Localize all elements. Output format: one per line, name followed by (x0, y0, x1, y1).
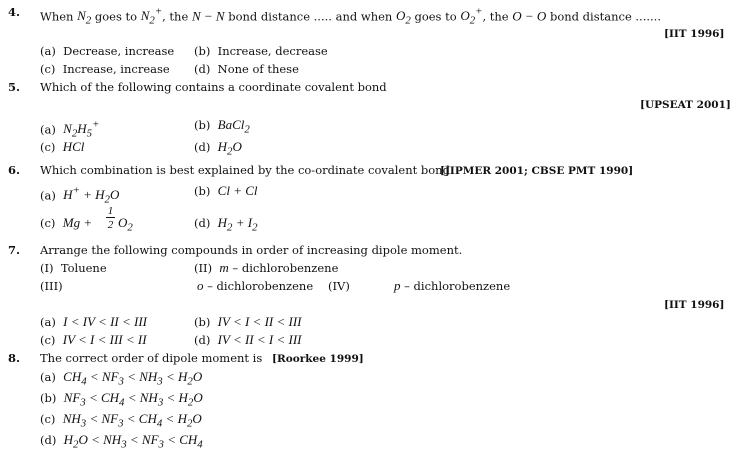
option-a: (a) $H^+ + H_2O$ (40, 185, 120, 206)
option-a: (a) $N_2H_5^+$ (40, 119, 100, 140)
question-source: [Roorkee 1999] (272, 353, 364, 365)
question-number: 7. (8, 243, 21, 257)
question-source: [IIT 1996] (664, 299, 725, 311)
compound-item: (I) Toluene (40, 261, 107, 275)
question-text: When $N_2$ goes to $N_2^+$, the N − N bond distance ..... and when $O_2$ goes to $O_2^+$, the O − O bond distance ....... (40, 6, 661, 27)
question-text: Which of the following contains a coordinate covalent bond (40, 80, 387, 94)
option-d: (d) $H_2O$ (194, 139, 242, 158)
option-a: (a) Decrease, increase (40, 44, 175, 58)
compound-label: (III) (40, 279, 63, 293)
option-a: (a) $CH_4 < NF_3 < NH_3 < H_2O$ (40, 369, 203, 388)
oxygen-formula: $O_2$ (118, 215, 133, 234)
question-text: The correct order of dipole moment is (40, 351, 263, 365)
option-b: (b) $NF_3 < CH_4 < NH_3 < H_2O$ (40, 390, 203, 409)
question-number: 6. (8, 163, 21, 177)
compound-item: o – dichlorobenzene (197, 278, 314, 293)
option-b: (b) BaCl$_2$ (194, 117, 250, 136)
question-source: [JIPMER 2001; CBSE PMT 1990] (440, 165, 634, 177)
option-d: (d) $H_2 + I_2$ (194, 215, 258, 234)
compound-label: (IV) (328, 279, 350, 293)
question-source: [UPSEAT 2001] (640, 99, 731, 111)
option-c: (c) $NH_3 < NF_3 < CH_4 < H_2O$ (40, 411, 202, 430)
option-c: (c) HCl (40, 139, 85, 154)
option-c: (c) Mg + (40, 215, 93, 230)
option-c: (c) Increase, increase (40, 62, 170, 76)
question-source: [IIT 1996] (664, 28, 725, 40)
question-text: Which combination is best explained by the co-ordinate covalent bond (40, 163, 450, 177)
fraction-denominator: 2 (107, 219, 114, 231)
question-text: Arrange the following compounds in order of increasing dipole moment. (40, 243, 463, 257)
question-number: 8. (8, 351, 21, 365)
option-d: (d) None of these (194, 62, 299, 76)
compound-item: p – dichlorobenzene (394, 278, 511, 293)
option-b: (b) Increase, decrease (194, 44, 328, 58)
option-d: (d) $H_2O < NH_3 < NF_3 < CH_4$ (40, 432, 203, 451)
option-c: (c) IV < I < III < II (40, 332, 147, 347)
option-b: (b) Cl + Cl (194, 183, 258, 198)
fraction-numerator: 1 (107, 205, 114, 217)
option-d: (d) IV < II < I < III (194, 332, 302, 347)
option-a: (a) I < IV < II < III (40, 314, 147, 329)
question-number: 5. (8, 80, 21, 94)
option-b: (b) IV < I < II < III (194, 314, 302, 329)
compound-item: (II) m – dichlorobenzene (194, 260, 339, 275)
question-number: 4. (8, 5, 21, 19)
